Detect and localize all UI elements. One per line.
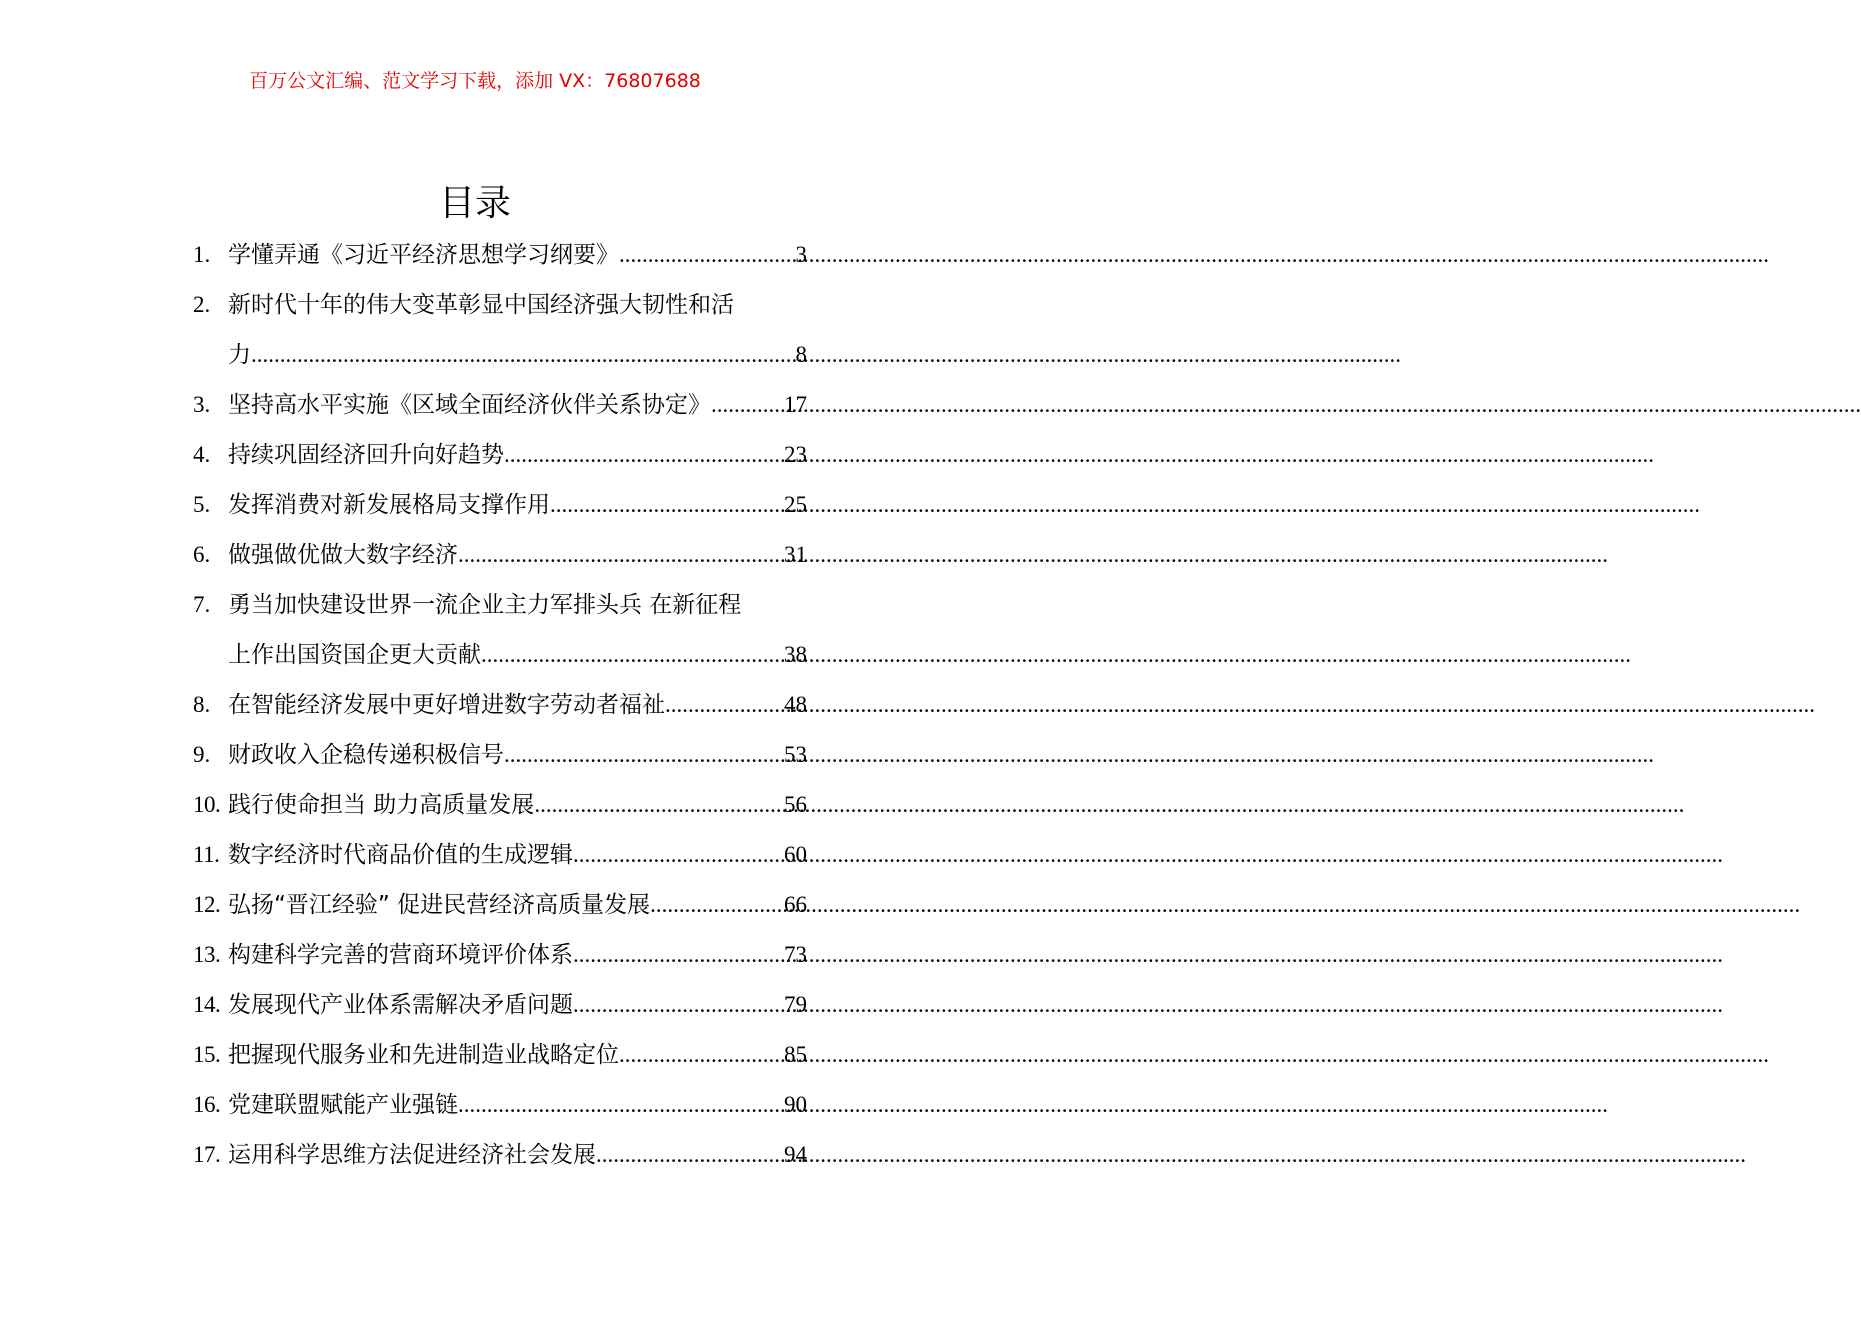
toc-entry-line [193,430,807,480]
toc-entry-number: 3. [193,392,211,417]
toc-entry-line [193,1030,807,1080]
toc-page-number: 17 [784,392,807,417]
toc-entry[interactable] [193,580,807,680]
toc-entry-number: 4. [193,442,211,467]
toc-dot-leader [481,630,784,680]
toc-page-number: 8 [795,342,807,367]
toc-entry-number: 15. [193,1042,221,1067]
toc-entry-title: 上作出国资国企更大贡献 [228,642,481,668]
toc-dot-leader [550,480,784,530]
toc-dot-leader [596,1130,784,1180]
header-note: 百万公文汇编、范文学习下载，添加 VX：76807688 [249,70,701,92]
toc-dot-leader [650,880,784,930]
toc-entry[interactable] [193,1030,807,1080]
toc-entry-number: 11. [193,842,220,867]
toc-entry-title: 学懂弄通《习近平经济思想学习纲要》 [228,242,619,268]
toc-entry[interactable] [193,730,807,780]
toc-dot-leader [665,680,784,730]
toc-entry-number: 7. [193,592,211,617]
toc-entry[interactable] [193,430,807,480]
toc-entry-line [193,530,807,580]
toc-page-number: 56 [784,792,807,817]
toc-entry-number: 1. [193,242,211,267]
toc-entry-line [193,730,807,780]
toc-entry-title: 把握现代服务业和先进制造业战略定位 [228,1042,619,1068]
toc-page-number: 48 [784,692,807,717]
toc-entry-line [193,880,807,930]
toc-entry-line [193,330,807,380]
toc-entry-title: 运用科学思维方法促进经济社会发展 [228,1142,596,1168]
toc-dot-leader [573,930,784,980]
toc-dot-leader [251,330,796,380]
toc-entry-number: 13. [193,942,221,967]
toc-entry-title: 持续巩固经济回升向好趋势 [228,442,504,468]
toc-entry-title: 数字经济时代商品价值的生成逻辑 [228,842,573,868]
toc-entry-number: 14. [193,992,221,1017]
toc-title: 目录 [438,183,511,224]
toc-entry[interactable] [193,880,807,930]
toc-entry-line [193,480,807,530]
toc-entry[interactable] [193,480,807,530]
toc-entry-line [193,780,807,830]
toc-page-number: 23 [784,442,807,467]
toc-entry[interactable] [193,280,807,380]
toc-entry-title: 做强做优做大数字经济 [228,542,458,568]
toc-entry[interactable] [193,930,807,980]
toc-entry-title: 勇当加快建设世界一流企业主力军排头兵 在新征程 [228,592,742,618]
toc-entry-number: 12. [193,892,221,917]
toc-entry-title: 财政收入企稳传递积极信号 [228,742,504,768]
toc-dot-leader [573,980,784,1030]
toc-entry-number: 16. [193,1092,221,1117]
toc-entry[interactable] [193,780,807,830]
toc-entry-title: 弘扬“晋江经验” 促进民营经济高质量发展 [228,892,651,918]
toc-entry-line [193,830,807,880]
toc-dot-leader [504,730,784,780]
toc-page-number: 66 [784,892,807,917]
toc-dot-leader [458,1080,784,1130]
toc-entry[interactable] [193,1080,807,1130]
toc-entry-number: 2. [193,292,211,317]
toc-entry-line [193,930,807,980]
toc-page-number: 73 [784,942,807,967]
toc-dot-leader [534,780,784,830]
toc-entry[interactable] [193,680,807,730]
toc-dot-leader [573,830,784,880]
toc-entry-title: 力 [228,342,251,368]
toc-entry-number: 10. [193,792,221,817]
toc-entry[interactable] [193,380,807,430]
table-of-contents [193,230,807,1180]
toc-entry-title: 坚持高水平实施《区域全面经济伙伴关系协定》 [228,392,711,418]
toc-page-number: 3 [795,242,807,267]
toc-entry-number: 5. [193,492,211,517]
toc-dot-leader [711,380,784,430]
toc-entry-number: 9. [193,742,211,767]
toc-entry-title: 发展现代产业体系需解决矛盾问题 [228,992,573,1018]
toc-entry-line [193,680,807,730]
toc-entry-title: 构建科学完善的营商环境评价体系 [228,942,573,968]
toc-page-number: 31 [784,542,807,567]
toc-entry-title: 新时代十年的伟大变革彰显中国经济强大韧性和活 [228,292,734,318]
toc-entry-number: 8. [193,692,211,717]
toc-dot-leader [458,530,784,580]
toc-entry[interactable] [193,980,807,1030]
toc-entry[interactable] [193,830,807,880]
toc-page-number: 85 [784,1042,807,1067]
toc-entry-line [193,630,807,680]
toc-dot-leader [619,230,796,280]
toc-entry-line [193,1080,807,1130]
toc-entry-title: 党建联盟赋能产业强链 [228,1092,458,1118]
toc-entry-title: 发挥消费对新发展格局支撑作用 [228,492,550,518]
toc-entry-line [193,380,807,430]
toc-entry-title: 践行使命担当 助力高质量发展 [228,792,535,818]
toc-page-number: 90 [784,1092,807,1117]
toc-entry-line [193,1130,807,1180]
toc-dot-leader [504,430,784,480]
toc-page-number: 38 [784,642,807,667]
toc-entry-line [193,980,807,1030]
toc-page-number: 79 [784,992,807,1017]
toc-page-number: 94 [784,1142,807,1167]
toc-entry-line [193,280,807,330]
toc-page-number: 53 [784,742,807,767]
toc-entry-title: 在智能经济发展中更好增进数字劳动者福祉 [228,692,665,718]
toc-entry-line [193,230,807,280]
toc-page-number: 25 [784,492,807,517]
toc-entry[interactable] [193,1130,807,1180]
toc-entry[interactable] [193,530,807,580]
toc-entry[interactable] [193,230,807,280]
toc-entry-number: 17. [193,1142,221,1167]
toc-page-number: 60 [784,842,807,867]
toc-entry-number: 6. [193,542,211,567]
toc-dot-leader [619,1030,784,1080]
toc-entry-line [193,580,807,630]
